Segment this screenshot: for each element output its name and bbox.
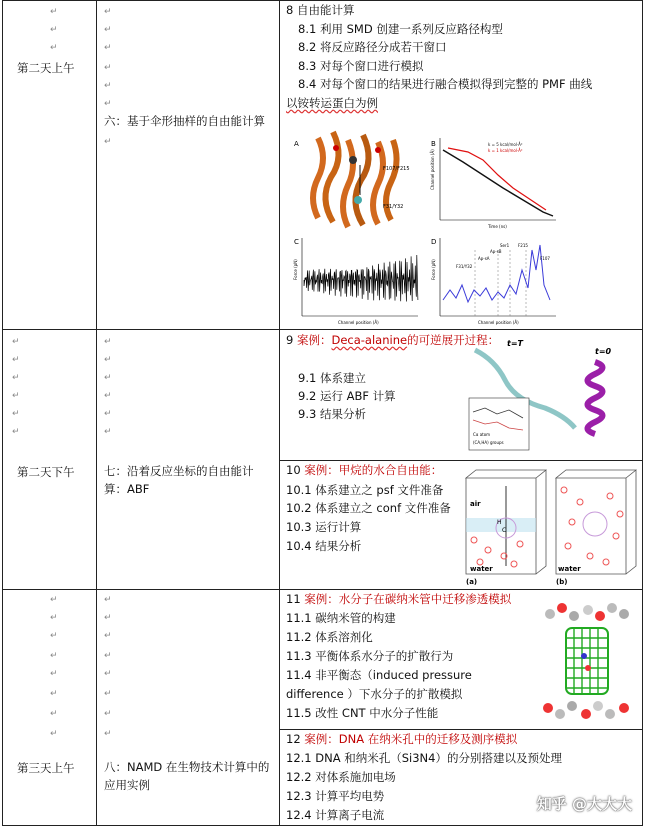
item-12-3: 12.3 计算平均电势	[286, 789, 385, 803]
paragraph-mark: ↵	[50, 709, 58, 719]
item-8-4: 8.4 对每个窗口的结果进行融合模拟得到完整的 PMF 曲线	[298, 77, 593, 91]
panel-label-c: C	[294, 238, 299, 246]
label-f107-f215: F107/F215	[383, 166, 410, 172]
axis-d-xlabel: Channel position (Å)	[478, 320, 519, 325]
axis-c-ylabel: Force (pN)	[293, 259, 298, 280]
item-10-2: 10.2 体系建立之 conf 文件准备	[286, 501, 451, 515]
item-12-1: 12.1 DNA 和纳米孔（Si3N4）的分别搭建以及预处理	[286, 751, 562, 765]
item-12-4: 12.4 计算离子电流	[286, 808, 385, 822]
item-11-4-cont: difference ）下水分子的扩散模拟	[286, 687, 463, 701]
label-f31-y32: F31/Y32	[383, 204, 404, 210]
paragraph-mark: ↵	[104, 709, 112, 719]
membrane-bottom	[543, 701, 629, 719]
axis-b-xlabel: Time (ns)	[488, 224, 507, 229]
inset-label-groups: (CA,HA) groups	[473, 440, 504, 445]
item-10-4: 10.4 结果分析	[286, 539, 362, 553]
label-t-0: t=0	[595, 347, 612, 356]
box-b	[556, 470, 636, 574]
paragraph-mark: ↵	[50, 7, 58, 17]
paragraph-mark: ↵	[104, 613, 112, 623]
row-divider-2	[3, 589, 642, 590]
pmf-figure	[288, 120, 560, 326]
module-title-umbrella: 六：基于伞形抽样的自由能计算	[104, 114, 265, 128]
paragraph-mark: ↵	[104, 373, 112, 383]
row-divider-1	[3, 329, 642, 330]
paragraph-mark: ↵	[12, 409, 20, 419]
paragraph-mark: ↵	[104, 63, 112, 73]
chapter-11-heading: 11 案例：水分子在碳纳米管中迁移渗透模拟	[286, 592, 512, 606]
item-11-4: 11.4 非平衡态（induced pressure	[286, 668, 472, 682]
helix-image	[588, 362, 603, 434]
label-d-f215: F215	[518, 243, 528, 248]
item-9-3: 9.3 结果分析	[298, 407, 366, 421]
item-9-1: 9.1 体系建立	[298, 371, 366, 385]
paragraph-mark: ↵	[104, 689, 112, 699]
label-d-f107: F107	[540, 256, 550, 261]
deca-alanine-figure	[465, 332, 640, 458]
paragraph-mark: ↵	[104, 137, 112, 147]
paragraph-mark: ↵	[104, 99, 112, 109]
panel-label-a: A	[294, 140, 299, 148]
label-panel-b: (b)	[556, 578, 568, 586]
item-8-3: 8.3 对每个窗口进行模拟	[298, 59, 424, 73]
item-8-1: 8.1 利用 SMD 创建一系列反应路径构型	[298, 22, 503, 36]
item-11-1: 11.1 碳纳米管的构建	[286, 611, 396, 625]
paragraph-mark: ↵	[12, 391, 20, 401]
paragraph-mark: ↵	[12, 337, 20, 347]
paragraph-mark: ↵	[104, 25, 112, 35]
paragraph-mark: ↵	[104, 729, 112, 739]
label-water-b: water	[558, 565, 581, 573]
panel-label-b: B	[431, 140, 436, 148]
paragraph-mark: ↵	[104, 651, 112, 661]
item-10-3: 10.3 运行计算	[286, 520, 362, 534]
chart-c-force-noise	[302, 238, 418, 316]
paragraph-mark: ↵	[104, 43, 112, 53]
day-label-day2-afternoon: 第二天下午	[17, 465, 75, 479]
item-9-2: 9.2 运行 ABF 计算	[298, 389, 396, 403]
paragraph-mark: ↵	[104, 391, 112, 401]
chapter-10-heading: 10 案例：甲烷的水合自由能：	[286, 463, 443, 477]
day-label-day2-morning: 第二天上午	[17, 61, 75, 75]
inset-label-ca: Cα atom	[473, 432, 491, 437]
legend-k1: k = 1 kcal/mol·Å²	[488, 148, 523, 153]
axis-b-ylabel: Channel position (Å)	[430, 149, 435, 190]
label-water-a: water	[470, 565, 493, 573]
item-8-2: 8.2 将反应路径分成若干窗口	[298, 40, 447, 54]
cnt-figure	[540, 596, 636, 724]
module-title-abf: 七：沿着反应坐标的自由能计算：ABF	[104, 464, 254, 496]
paragraph-mark: ↵	[50, 43, 58, 53]
membrane-top	[545, 603, 629, 621]
label-panel-a: (a)	[466, 578, 478, 586]
protein-structure-image	[313, 132, 397, 227]
module-title-namd: 八：NAMD 在生物技术计算中的应用实例	[104, 760, 270, 792]
paragraph-mark: ↵	[12, 355, 20, 365]
item-12-2: 12.2 对体系施加电场	[286, 770, 396, 784]
paragraph-mark: ↵	[12, 373, 20, 383]
paragraph-mark: ↵	[104, 669, 112, 679]
paragraph-mark: ↵	[50, 651, 58, 661]
chapter-8-heading: 8 自由能计算	[286, 3, 355, 17]
paragraph-mark: ↵	[50, 669, 58, 679]
paragraph-mark: ↵	[104, 355, 112, 365]
label-h: H	[497, 519, 502, 526]
item-11-2: 11.2 体系溶剂化	[286, 630, 373, 644]
legend-k5: k = 5 kcal/mol·Å²	[488, 142, 523, 147]
chapter-9-heading: 9 案例：Deca-alanine的可逆展开过程：	[286, 333, 500, 347]
panel-label-d: D	[431, 238, 437, 246]
label-d-f31: F31/Y32	[456, 264, 473, 269]
label-air: air	[470, 500, 481, 508]
col-divider-1	[96, 1, 97, 825]
paragraph-mark: ↵	[104, 427, 112, 437]
paragraph-mark: ↵	[50, 689, 58, 699]
methane-hydration-figure	[460, 466, 642, 586]
paragraph-mark: ↵	[50, 595, 58, 605]
paragraph-mark: ↵	[104, 7, 112, 17]
cell-divider-ch12	[279, 729, 642, 730]
paragraph-mark: ↵	[50, 613, 58, 623]
paragraph-mark: ↵	[104, 81, 112, 91]
paragraph-mark: ↵	[104, 595, 112, 605]
label-d-ser1: Ser1	[500, 243, 510, 248]
axis-c-xlabel: Channel position (Å)	[338, 320, 379, 325]
example-ammonium-transporter: 以铵转运蛋白为例	[286, 96, 378, 110]
watermark: 知乎 @大大大	[536, 795, 632, 813]
label-d-apsa: Ap-sA	[478, 256, 490, 261]
item-10-1: 10.1 体系建立之 psf 文件准备	[286, 483, 444, 497]
day-label-day3-morning: 第三天上午	[17, 761, 75, 775]
paragraph-mark: ↵	[50, 25, 58, 35]
label-c: C	[502, 527, 507, 534]
chapter-12-heading: 12 案例：DNA 在纳米孔中的迁移及测序模拟	[286, 732, 518, 746]
paragraph-mark: ↵	[104, 337, 112, 347]
item-11-3: 11.3 平衡体系水分子的扩散行为	[286, 649, 454, 663]
paragraph-mark: ↵	[50, 631, 58, 641]
label-d-apsb: Ap-sB	[490, 249, 502, 254]
paragraph-mark: ↵	[104, 409, 112, 419]
carbon-nanotube-image	[566, 628, 608, 694]
paragraph-mark: ↵	[12, 427, 20, 437]
paragraph-mark: ↵	[50, 729, 58, 739]
axis-d-ylabel: Force (pN)	[431, 259, 436, 280]
item-11-5: 11.5 改性 CNT 中水分子性能	[286, 706, 439, 720]
label-t-T: t=T	[507, 339, 523, 348]
cell-divider-ch10	[279, 460, 642, 461]
paragraph-mark: ↵	[104, 631, 112, 641]
